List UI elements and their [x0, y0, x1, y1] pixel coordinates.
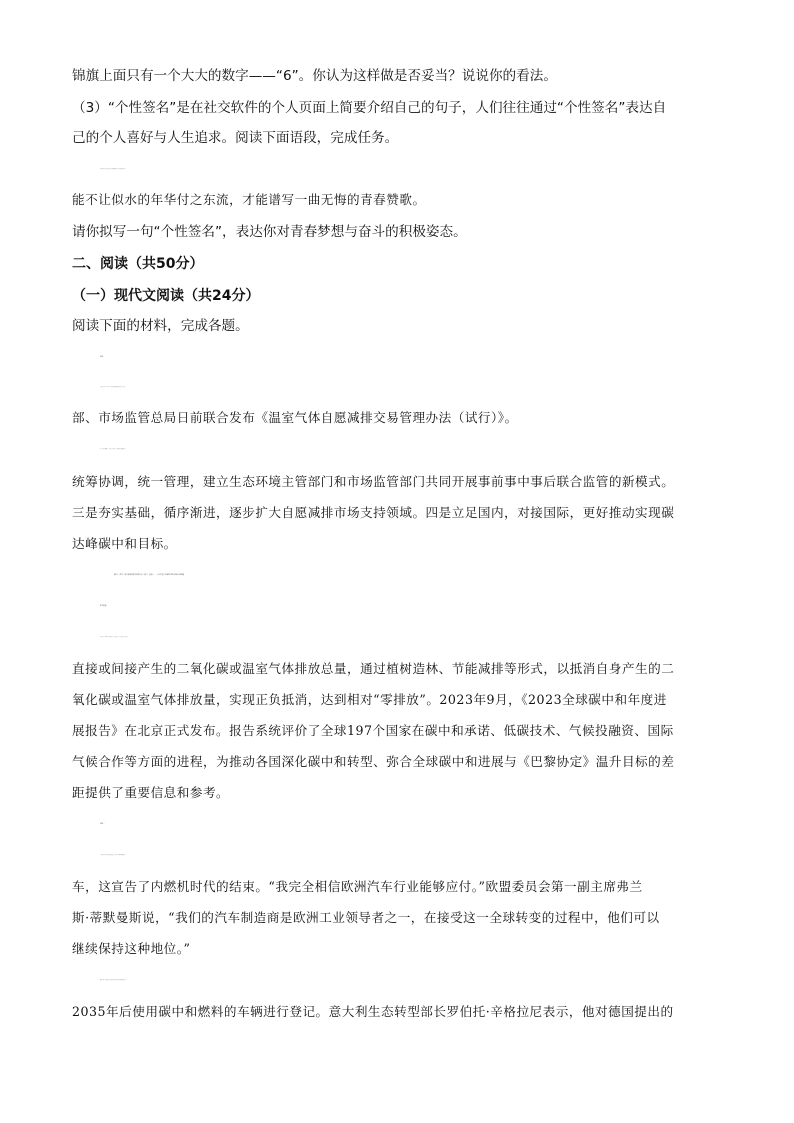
- question-3-line-1: （3）“个性签名”是在社交软件的个人页面上简要介绍自己的句子，人们往往通过“个性签名”表达自: [72, 100, 667, 116]
- material-1-para-1-line-2: 部、市场监管总局日前联合发布《温室气体自愿减排交易管理办法（试行）》。: [72, 410, 518, 425]
- material-2-para-1-line-4: 继续保持这种地位。”: [72, 941, 191, 956]
- section-heading-reading: 二、阅读（共50分）: [72, 256, 204, 272]
- material-1-para-2-line-2: 统筹协调，统一管理，建立生态环境主管部门和市场监管部门共同开展事前事中事后联合监管的新模式。: [72, 474, 675, 489]
- quote-line-2: 能不让似水的年华付之东流，才能谱写一曲无悔的青春赞歌。: [72, 192, 426, 207]
- reading-instruction: 阅读下面的材料，完成各题。: [72, 318, 249, 334]
- subsection-heading-modern: （一）现代文阅读（共24分）: [72, 288, 260, 304]
- material-1-para-1-line-1: [100, 378, 750, 398]
- material-1-para-2-line-4: 达峰碳中和目标。: [72, 536, 177, 551]
- quote-line-1: [100, 160, 750, 180]
- related-link-line-6: 距提供了重要信息和参考。: [72, 785, 230, 800]
- material-1-title: 材料一: [100, 357, 105, 358]
- material-2-para-1-line-2: 车，这宣告了内燃机时代的结束。“我完全相信欧洲汽车行业能够应付。”欧盟委员会第一副主席弗兰: [72, 879, 643, 894]
- related-link-line-2: 直接或间接产生的二氧化碳或温室气体排放总量，通过植树造林、节能减排等形式，以抵消自身产生的二: [72, 661, 675, 676]
- material-2-para-2-line-1: [100, 971, 750, 991]
- question-3-line-2: 己的个人喜好与人生追求。阅读下面语段，完成任务。: [72, 130, 399, 146]
- material-2-para-1-line-3: 斯·蒂默曼斯说，“我们的汽车制造商是欧洲工业领导者之一，在接受这一全球转变的过程中，他们可以: [72, 910, 660, 925]
- related-link-title: 相关链接：: [100, 606, 108, 607]
- related-link-line-5: 气候合作等方面的进程，为推动各国深化碳中和转型、弥合全球碳中和进展与《巴黎协定》温升目标的差: [72, 754, 675, 769]
- material-1-para-2-line-3: 三是夯实基础，循序渐进，逐步扩大自愿减排市场支持领域。四是立足国内，对接国际，更好推动实现碳: [72, 505, 675, 520]
- related-link-line-1: [100, 628, 750, 648]
- material-2-para-2-line-2: 2035年后使用碳中和燃料的车辆进行登记。意大利生态转型部长罗伯托·辛格拉尼表示，他对德国提出的: [72, 1004, 674, 1019]
- task-instruction: 请你拟写一句“个性签名”，表达你对青春梦想与奋斗的积极姿态。: [72, 224, 467, 240]
- material-1-para-2-line-1: [100, 440, 750, 460]
- related-link-line-4: 展报告》在北京正式发布。报告系统评价了全球197个国家在碳中和承诺、低碳技术、气候投融资、国际: [72, 723, 674, 738]
- related-link-line-3: 氧化碳或温室气体排放量，实现正负抵消，达到相对“零排放”。2023年9月，《2023全球碳中和年度进: [72, 692, 667, 707]
- question-continuation: 锦旗上面只有一个大大的数字——“6”。你认为这样做是否妥当？说说你的看法。: [72, 68, 557, 84]
- material-2-para-1-line-1: [100, 846, 750, 866]
- material-1-source: [选自《‹温室气体自愿减排交易管理办法（试行）›发布》，《人民日报》2023年10月23日第15版]: [114, 575, 185, 576]
- material-2-title: 材料二: [100, 824, 105, 825]
